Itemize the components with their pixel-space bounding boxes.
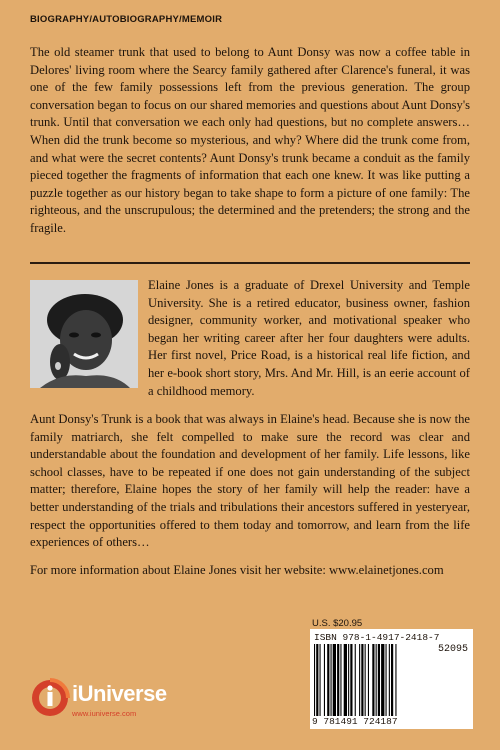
barcode-bar xyxy=(333,644,336,716)
publisher-url[interactable]: www.iuniverse.com xyxy=(72,709,137,718)
isbn-label: ISBN 978-1-4917-2418-7 xyxy=(314,632,440,643)
barcode-bar xyxy=(361,644,363,716)
barcode-bar xyxy=(376,644,377,716)
barcode-bar xyxy=(320,644,321,716)
iuniverse-logo-icon xyxy=(30,678,70,718)
author-bio-paragraph: Elaine Jones is a graduate of Drexel University and Temple University. She is a retired educator, business owner, fashion designer, community worker, and motivational speaker who began her writing career after her four daughters were adults. Her first novel, Price Road, is a historical real life fiction, and her e-book short story, Mrs. And Mr. Hill, is an eerie account of a childhood memory. xyxy=(148,278,470,398)
barcode-bar xyxy=(378,644,380,716)
publisher-logo xyxy=(30,676,200,726)
barcode-bar xyxy=(316,644,318,716)
barcode-bar xyxy=(314,644,315,716)
barcode-bar xyxy=(344,644,347,716)
barcode-bar xyxy=(391,644,393,716)
barcode-bar xyxy=(324,644,325,716)
price-code: 52095 xyxy=(437,644,468,655)
barcode-bar xyxy=(327,644,329,716)
barcode-bar xyxy=(389,644,390,716)
barcode-box xyxy=(310,629,473,729)
author-portrait-icon xyxy=(30,280,138,388)
barcode-bar xyxy=(395,644,396,716)
barcode-bar xyxy=(350,644,352,716)
barcode-bar xyxy=(355,644,356,716)
barcode-bar xyxy=(331,644,332,716)
barcode-icon xyxy=(314,644,432,716)
barcode-bar xyxy=(386,644,387,716)
synopsis-paragraph: The old steamer trunk that used to belong to Aunt Donsy was now a coffee table in Delores' living room where the Searcy family gathered after Clarence's funeral, it was one of the few family possessions left from the previous generation. The group conversation began to focus on our shared memories and questions about Aunt Donsy's trunk. Until that conversation we each only had questions, but no complete answers… When did the trunk become so mysterious, and why? Where did the trunk come from, and what were the secret contents? Aunt Donsy's trunk became a conduit as the family pieced together the fragments of information that each one knew. It was like putting a puzzle together as our history began to take shape to form a picture of one family: The righteous, and the unscrupulous; the determined and the pretenders; the strong and the fragile. xyxy=(30,45,470,235)
barcode-bar xyxy=(359,644,360,716)
publisher-name: iUniverse xyxy=(72,681,167,706)
section-divider xyxy=(30,262,470,264)
author-portrait xyxy=(30,280,138,388)
barcode-bar xyxy=(381,644,384,716)
barcode-bar xyxy=(340,644,341,716)
barcode-bar xyxy=(348,644,349,716)
barcode-digits: 9 781491 724187 xyxy=(312,716,398,727)
barcode-bar xyxy=(372,644,374,716)
barcode-bar xyxy=(368,644,369,716)
barcode-bar xyxy=(365,644,366,716)
category-label: BIOGRAPHY/AUTOBIOGRAPHY/MEMOIR xyxy=(30,14,223,25)
legacy-paragraph: Aunt Donsy's Trunk is a book that was always in Elaine's head. Because she is now the family matriarch, she felt compelled to make sure the record was clear and understandable about the foundation and development of her family. Life lessons, like school classes, have to be repeated if one does not gain understanding of the subject matter; therefore, Elaine hopes the story of her family will help the reader: have a better understanding of the trials and tribulations their ancestors suffered in yesteryear, respect the opportunities offered to them today and tomorrow, and learn from the life experiences of others… xyxy=(30,412,470,550)
price-label: U.S. $20.95 xyxy=(312,618,363,629)
barcode-bar xyxy=(337,644,339,716)
more-info-line: For more information about Elaine Jones visit her website: www.elainetjones.com xyxy=(30,563,444,577)
